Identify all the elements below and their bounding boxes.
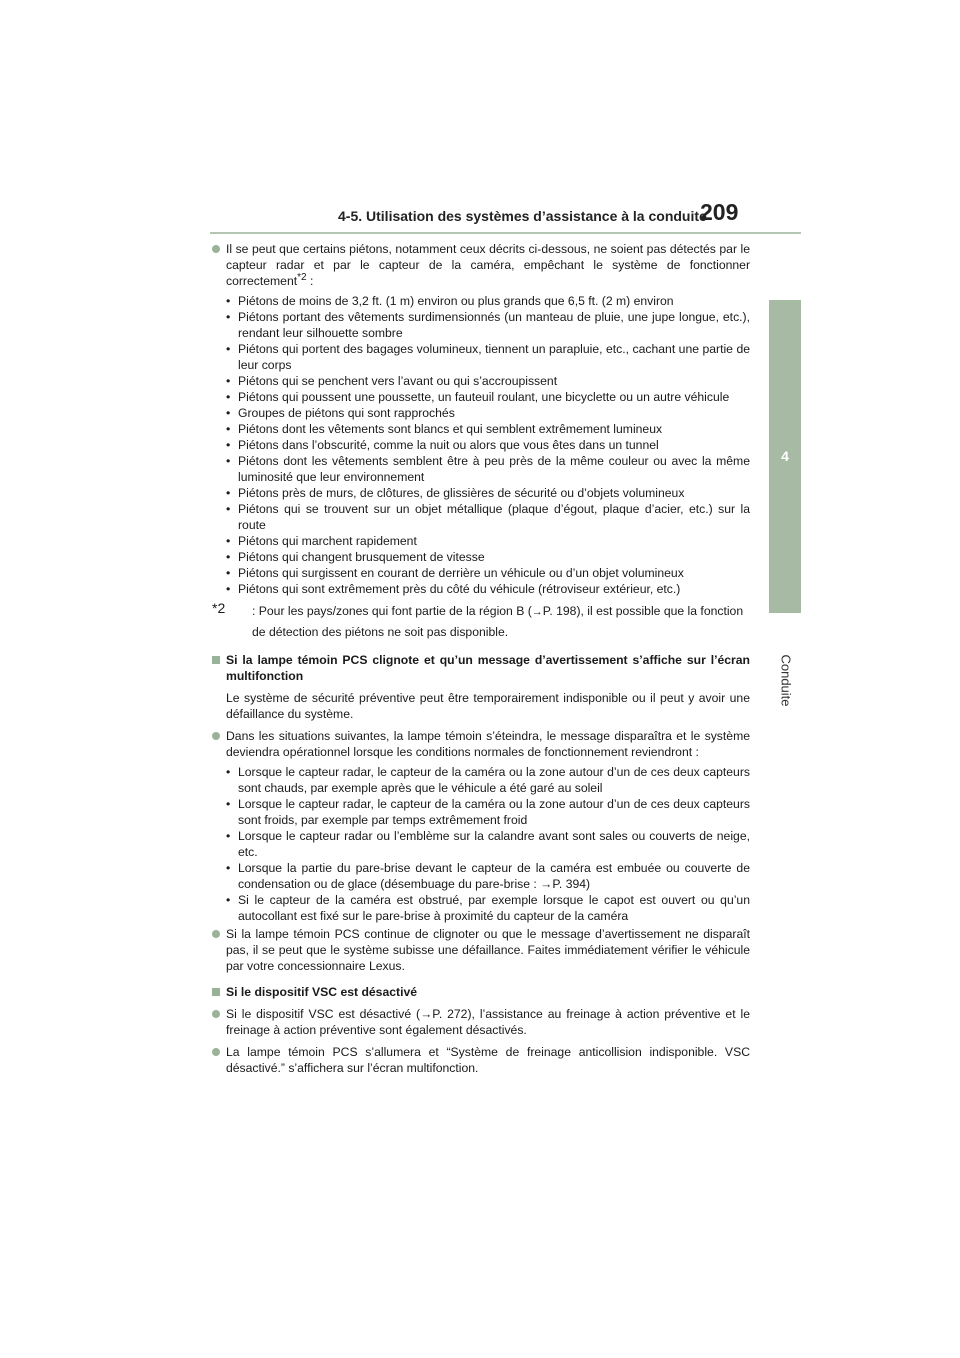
- chapter-label: [766, 625, 806, 735]
- round-bullet-icon: [212, 1048, 220, 1056]
- list-item: • Piétons qui surgissent en courant de derrière un véhicule ou d’un objet volumineux: [212, 565, 750, 581]
- pcs-malfunction-item: [212, 926, 750, 974]
- pcs-situations-intro: Dans les situations suivantes, la lampe témoin s’éteindra, le message disparaîtra et le système deviendra opérationnel lorsque les conditions normales de fonctionnement reviendront :: [226, 729, 750, 759]
- pcs-situations-item: [212, 728, 750, 760]
- list-item: • Piétons dans l’obscurité, comme la nuit ou alors que vous êtes dans un tunnel: [212, 437, 750, 453]
- list-item: • Lorsque le capteur radar, le capteur de la caméra ou la zone autour d’un de ces deux capteurs sont chauds, par exemple après que le véhicule a été garé au soleil: [212, 764, 750, 796]
- square-bullet-icon: [212, 988, 220, 996]
- footnote-text-after: P. 198), il est possible que la fonction de détection des piétons ne soit pas disponible.: [252, 604, 744, 639]
- round-bullet-icon: [212, 732, 220, 740]
- pedestrian-intro: Il se peut que certains piétons, notamment ceux décrits ci-dessous, ne soient pas détectés par le capteur radar et par le capteur de la caméra, empêchant le système de fonctionner correctement: [226, 242, 750, 288]
- round-bullet-icon: [212, 1010, 220, 1018]
- pcs-warning-heading-text: Si la lampe témoin PCS clignote et qu’un message d’avertissement s’affiche sur l’écran multifonction: [226, 653, 750, 683]
- chapter-tab: [769, 300, 801, 613]
- pedestrian-list: [212, 293, 750, 597]
- vsc-off-item-1: [212, 1006, 750, 1038]
- vsc-off-heading-text: Si le dispositif VSC est désactivé: [226, 985, 418, 999]
- square-bullet-icon: [212, 656, 220, 664]
- list-item: • Lorsque la partie du pare-brise devant le capteur de la caméra est embuée ou couverte de condensation ou de glace (désembuage du pare-brise : →P. 394): [212, 860, 750, 892]
- list-item: • Lorsque le capteur radar ou l’emblème sur la calandre avant sont sales ou couverts de neige, etc.: [212, 828, 750, 860]
- chapter-label-text: Conduite: [778, 653, 794, 707]
- footnote-ref-mark: *2: [297, 271, 307, 283]
- pcs-warning-heading: [212, 652, 750, 684]
- header-rule: [210, 232, 801, 234]
- pcs-situations-list: [212, 764, 750, 924]
- page-number: 209: [700, 199, 739, 225]
- list-item: • Piétons qui sont extrêmement près du côté du véhicule (rétroviseur extérieur, etc.): [212, 581, 750, 597]
- section-header-title: 4-5. Utilisation des systèmes d’assistance à la conduite: [338, 208, 707, 224]
- list-item: • Piétons dont les vêtements semblent être à peu près de la même couleur ou avec la même luminosité que leur environnement: [212, 453, 750, 485]
- footnote: [212, 601, 750, 642]
- list-item: • Piétons qui se trouvent sur un objet métallique (plaque d’égout, plaque d’acier, etc.) sur la route: [212, 501, 750, 533]
- vsc-off-heading: [212, 984, 750, 1000]
- list-item: • Piétons qui poussent une poussette, un fauteuil roulant, une bicyclette ou un autre véhicule: [212, 389, 750, 405]
- vsc-off-item-2: [212, 1044, 750, 1076]
- list-item: • Piétons qui portent des bagages volumineux, tiennent un parapluie, etc., cachant une partie de leur corps: [212, 341, 750, 373]
- list-item: • Piétons qui marchent rapidement: [212, 533, 750, 549]
- list-item: • Piétons qui se penchent vers l’avant ou qui s’accroupissent: [212, 373, 750, 389]
- page-content: [212, 241, 750, 1076]
- arrow-right-icon: →: [531, 606, 543, 618]
- vsc-off-text-2: La lampe témoin PCS s’allumera et “Système de freinage anticollision indisponible. VSC désactivé.” s’affichera sur l’écran multifonction.: [226, 1045, 750, 1075]
- list-item: • Piétons portant des vêtements surdimensionnés (un manteau de pluie, une jupe longue, etc.), rendant leur silhouette sombre: [212, 309, 750, 341]
- footnote-text-before: : Pour les pays/zones qui font partie de la région B (: [252, 604, 532, 618]
- footnote-mark: *2: [212, 600, 226, 616]
- list-item: • Piétons dont les vêtements sont blancs et qui semblent extrêmement lumineux: [212, 421, 750, 437]
- chapter-tab-number: 4: [781, 448, 789, 464]
- list-item: • Groupes de piétons qui sont rapprochés: [212, 405, 750, 421]
- list-item: • Piétons près de murs, de clôtures, de glissières de sécurité ou d’objets volumineux: [212, 485, 750, 501]
- list-item: • Piétons de moins de 3,2 ft. (1 m) environ ou plus grands que 6,5 ft. (2 m) environ: [212, 293, 750, 309]
- vsc-off-text-1: Si le dispositif VSC est désactivé (→P. 272), l’assistance au freinage à action préventive et le freinage à action préventive sont également désactivés.: [226, 1007, 750, 1037]
- pedestrian-intro-tail: :: [306, 274, 314, 288]
- round-bullet-icon: [212, 245, 220, 253]
- pcs-malfunction-text: Si la lampe témoin PCS continue de clignoter ou que le message d’avertissement ne disparaît pas, il se peut que le système subisse une défaillance. Faites immédiatement vérifier le véhicule par votre concessionnaire Lexus.: [226, 927, 750, 973]
- pcs-warning-paragraph: Le système de sécurité préventive peut être temporairement indisponible ou il peut y avoir une défaillance du système.: [226, 691, 750, 721]
- round-bullet-icon: [212, 930, 220, 938]
- list-item: • Lorsque le capteur radar, le capteur de la caméra ou la zone autour d’un de ces deux capteurs sont froids, par exemple par temps extrêmement froid: [212, 796, 750, 828]
- list-item: • Piétons qui changent brusquement de vitesse: [212, 549, 750, 565]
- list-item: • Si le capteur de la caméra est obstrué, par exemple lorsque le capot est ouvert ou qu’un autocollant est fixé sur le pare-brise à proximité du capteur de la caméra: [212, 892, 750, 924]
- pedestrian-detection-item: [212, 241, 750, 289]
